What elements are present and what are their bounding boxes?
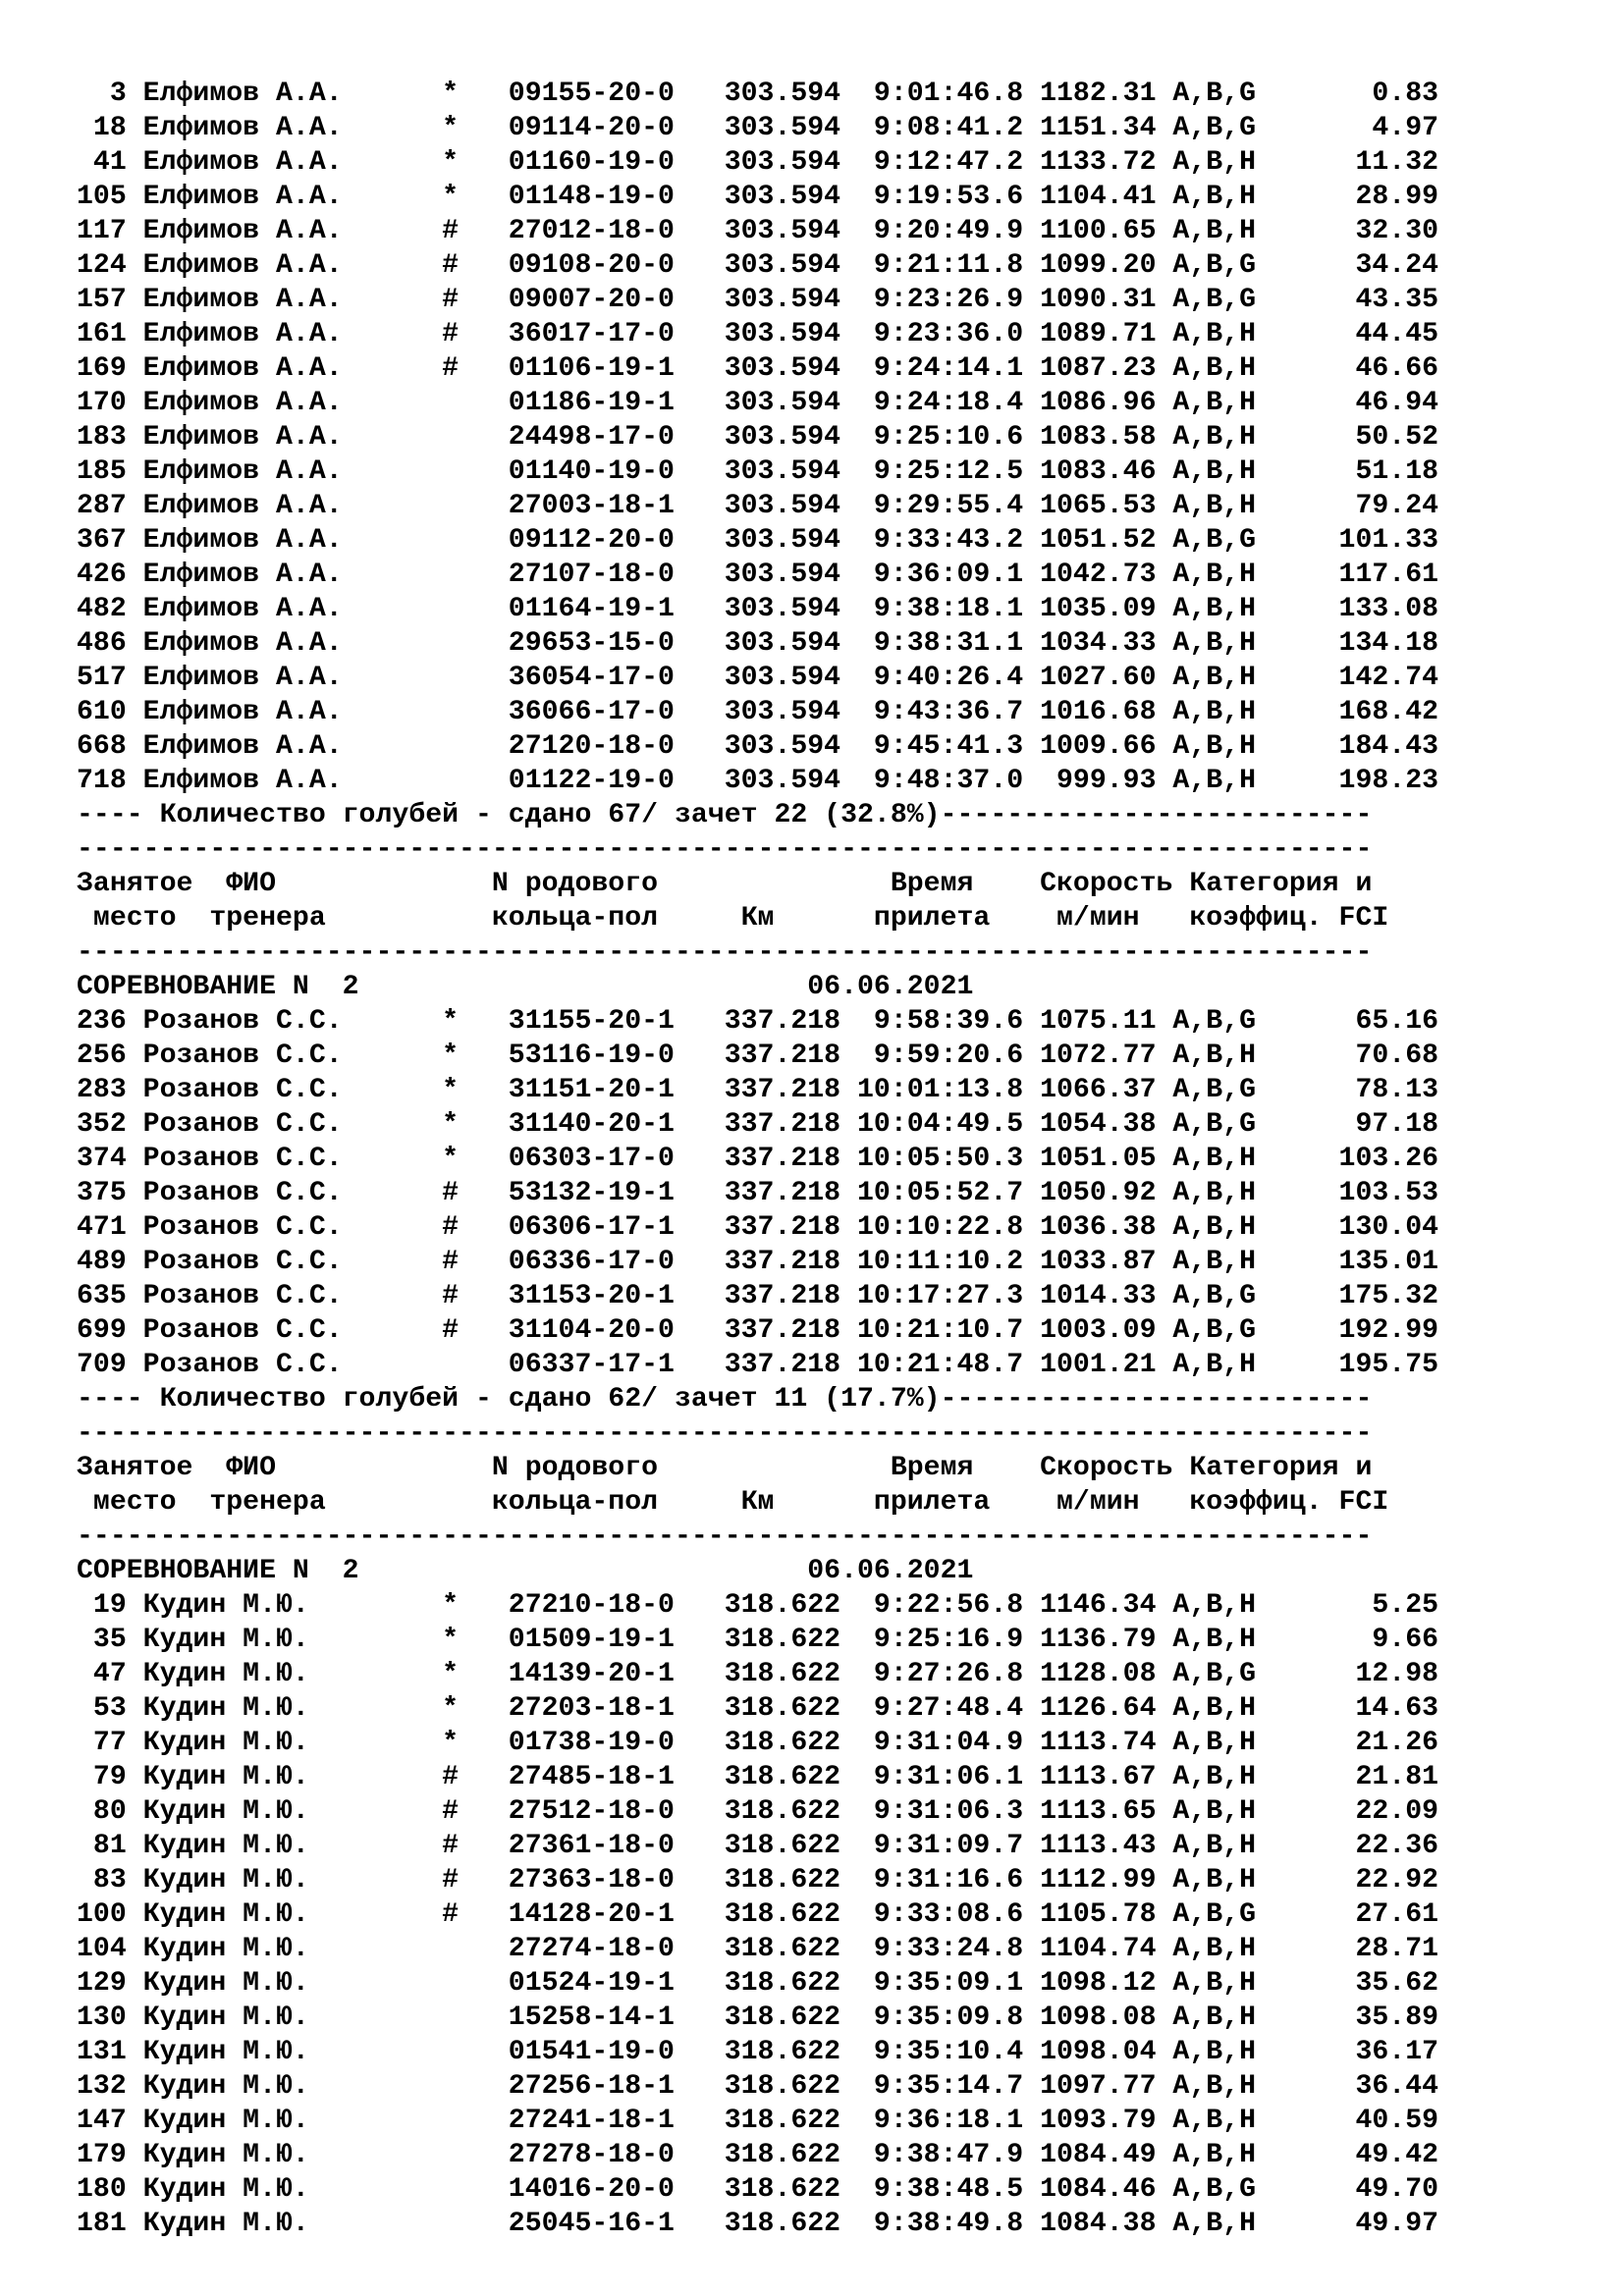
result-row: 105 Елфимов А.А. * 01148-19-0 303.594 9:19:53.6 1104.41 A,B,H 28.99 [77, 182, 1439, 212]
result-row: 47 Кудин М.Ю. * 14139-20-1 318.622 9:27:26.8 1128.08 A,B,G 12.98 [77, 1659, 1439, 1689]
result-row: 181 Кудин М.Ю. 25045-16-1 318.622 9:38:49.8 1084.38 A,B,H 49.97 [77, 2209, 1439, 2239]
result-row: 635 Розанов С.С. # 31153-20-1 337.218 10:17:27.3 1014.33 A,B,G 175.32 [77, 1281, 1439, 1311]
competition-header-line: СОРЕВНОВАНИЕ N 2 06.06.2021 [77, 972, 974, 1002]
result-row: 709 Розанов С.С. 06337-17-1 337.218 10:21:48.7 1001.21 A,B,H 195.75 [77, 1350, 1439, 1380]
result-row: 130 Кудин М.Ю. 15258-14-1 318.622 9:35:09.8 1098.08 A,B,H 35.89 [77, 2002, 1439, 2033]
result-row: 426 Елфимов А.А. 27107-18-0 303.594 9:36:09.1 1042.73 A,B,H 117.61 [77, 560, 1439, 590]
result-row: 147 Кудин М.Ю. 27241-18-1 318.622 9:36:18.1 1093.79 A,B,H 40.59 [77, 2106, 1439, 2136]
separator-line: ------------------------------------------------------------------------------ [77, 1418, 1373, 1449]
result-row: 124 Елфимов А.А. # 09108-20-0 303.594 9:21:11.8 1099.20 A,B,G 34.24 [77, 250, 1439, 281]
result-row: 256 Розанов С.С. * 53116-19-0 337.218 9:59:20.6 1072.77 A,B,H 70.68 [77, 1041, 1439, 1071]
result-row: 367 Елфимов А.А. 09112-20-0 303.594 9:33:43.2 1051.52 A,B,G 101.33 [77, 525, 1439, 556]
result-row: 3 Елфимов А.А. * 09155-20-0 303.594 9:01:46.8 1182.31 A,B,G 0.83 [77, 79, 1439, 109]
result-row: 179 Кудин М.Ю. 27278-18-0 318.622 9:38:47.9 1084.49 A,B,H 49.42 [77, 2140, 1439, 2170]
result-row: 170 Елфимов А.А. 01186-19-1 303.594 9:24:18.4 1086.96 A,B,H 46.94 [77, 388, 1439, 418]
result-row: 157 Елфимов А.А. # 09007-20-0 303.594 9:23:26.9 1090.31 A,B,G 43.35 [77, 285, 1439, 315]
competition-header-line: СОРЕВНОВАНИЕ N 2 06.06.2021 [77, 1556, 974, 1586]
result-row: 610 Елфимов А.А. 36066-17-0 303.594 9:43:36.7 1016.68 A,B,H 168.42 [77, 697, 1439, 727]
result-row: 180 Кудин М.Ю. 14016-20-0 318.622 9:38:48.5 1084.46 A,B,G 49.70 [77, 2174, 1439, 2205]
results-document [77, 77, 1549, 2241]
result-row: 132 Кудин М.Ю. 27256-18-1 318.622 9:35:14.7 1097.77 A,B,H 36.44 [77, 2071, 1439, 2102]
result-row: 489 Розанов С.С. # 06336-17-0 337.218 10:11:10.2 1033.87 A,B,H 135.01 [77, 1247, 1439, 1277]
result-row: 236 Розанов С.С. * 31155-20-1 337.218 9:58:39.6 1075.11 A,B,G 65.16 [77, 1006, 1439, 1037]
result-row: 517 Елфимов А.А. 36054-17-0 303.594 9:40:26.4 1027.60 A,B,H 142.74 [77, 663, 1439, 693]
result-row: 53 Кудин М.Ю. * 27203-18-1 318.622 9:27:48.4 1126.64 A,B,H 14.63 [77, 1693, 1439, 1724]
table-header-line: Занятое ФИО N родового Время Скорость Категория и [77, 1453, 1373, 1483]
result-row: 183 Елфимов А.А. 24498-17-0 303.594 9:25:10.6 1083.58 A,B,H 50.52 [77, 422, 1439, 453]
result-row: 131 Кудин М.Ю. 01541-19-0 318.622 9:35:10.4 1098.04 A,B,H 36.17 [77, 2037, 1439, 2067]
result-row: 41 Елфимов А.А. * 01160-19-0 303.594 9:12:47.2 1133.72 A,B,H 11.32 [77, 147, 1439, 178]
result-row: 482 Елфимов А.А. 01164-19-1 303.594 9:38:18.1 1035.09 A,B,H 133.08 [77, 594, 1439, 624]
result-row: 104 Кудин М.Ю. 27274-18-0 318.622 9:33:24.8 1104.74 A,B,H 28.71 [77, 1934, 1439, 1964]
result-row: 129 Кудин М.Ю. 01524-19-1 318.622 9:35:09.1 1098.12 A,B,H 35.62 [77, 1968, 1439, 1999]
summary-line: ---- Количество голубей - сдано 67/ зачет 22 (32.8%)-------------------------- [77, 800, 1373, 830]
result-row: 117 Елфимов А.А. # 27012-18-0 303.594 9:20:49.9 1100.65 A,B,H 32.30 [77, 216, 1439, 246]
result-row: 668 Елфимов А.А. 27120-18-0 303.594 9:45:41.3 1009.66 A,B,H 184.43 [77, 731, 1439, 762]
result-row: 287 Елфимов А.А. 27003-18-1 303.594 9:29:55.4 1065.53 A,B,H 79.24 [77, 491, 1439, 521]
result-row: 185 Елфимов А.А. 01140-19-0 303.594 9:25:12.5 1083.46 A,B,H 51.18 [77, 456, 1439, 487]
result-row: 18 Елфимов А.А. * 09114-20-0 303.594 9:08:41.2 1151.34 A,B,G 4.97 [77, 113, 1439, 143]
separator-line: ------------------------------------------------------------------------------ [77, 834, 1373, 865]
result-row: 169 Елфимов А.А. # 01106-19-1 303.594 9:24:14.1 1087.23 A,B,H 46.66 [77, 353, 1439, 384]
result-row: 471 Розанов С.С. # 06306-17-1 337.218 10:10:22.8 1036.38 A,B,H 130.04 [77, 1212, 1439, 1243]
result-row: 77 Кудин М.Ю. * 01738-19-0 318.622 9:31:04.9 1113.74 A,B,H 21.26 [77, 1728, 1439, 1758]
separator-line: ------------------------------------------------------------------------------ [77, 1522, 1373, 1552]
result-row: 161 Елфимов А.А. # 36017-17-0 303.594 9:23:36.0 1089.71 A,B,H 44.45 [77, 319, 1439, 349]
table-header-line: место тренера кольца-пол Км прилета м/мин коэффиц. FCI [77, 1487, 1389, 1518]
result-row: 83 Кудин М.Ю. # 27363-18-0 318.622 9:31:16.6 1112.99 A,B,H 22.92 [77, 1865, 1439, 1896]
result-row: 699 Розанов С.С. # 31104-20-0 337.218 10:21:10.7 1003.09 A,B,G 192.99 [77, 1315, 1439, 1346]
result-row: 19 Кудин М.Ю. * 27210-18-0 318.622 9:22:56.8 1146.34 A,B,H 5.25 [77, 1590, 1439, 1621]
result-row: 35 Кудин М.Ю. * 01509-19-1 318.622 9:25:16.9 1136.79 A,B,H 9.66 [77, 1625, 1439, 1655]
table-header-line: место тренера кольца-пол Км прилета м/мин коэффиц. FCI [77, 903, 1389, 934]
result-row: 100 Кудин М.Ю. # 14128-20-1 318.622 9:33:08.6 1105.78 A,B,G 27.61 [77, 1899, 1439, 1930]
separator-line: ------------------------------------------------------------------------------ [77, 937, 1373, 968]
result-row: 81 Кудин М.Ю. # 27361-18-0 318.622 9:31:09.7 1113.43 A,B,H 22.36 [77, 1831, 1439, 1861]
result-row: 79 Кудин М.Ю. # 27485-18-1 318.622 9:31:06.1 1113.67 A,B,H 21.81 [77, 1762, 1439, 1792]
result-row: 352 Розанов С.С. * 31140-20-1 337.218 10:04:49.5 1054.38 A,B,G 97.18 [77, 1109, 1439, 1140]
result-row: 80 Кудин М.Ю. # 27512-18-0 318.622 9:31:06.3 1113.65 A,B,H 22.09 [77, 1796, 1439, 1827]
result-row: 486 Елфимов А.А. 29653-15-0 303.594 9:38:31.1 1034.33 A,B,H 134.18 [77, 628, 1439, 659]
result-row: 283 Розанов С.С. * 31151-20-1 337.218 10:01:13.8 1066.37 A,B,G 78.13 [77, 1075, 1439, 1105]
result-row: 375 Розанов С.С. # 53132-19-1 337.218 10:05:52.7 1050.92 A,B,H 103.53 [77, 1178, 1439, 1208]
table-header-line: Занятое ФИО N родового Время Скорость Категория и [77, 869, 1373, 899]
summary-line: ---- Количество голубей - сдано 62/ зачет 11 (17.7%)-------------------------- [77, 1384, 1373, 1415]
result-row: 374 Розанов С.С. * 06303-17-0 337.218 10:05:50.3 1051.05 A,B,H 103.26 [77, 1144, 1439, 1174]
result-row: 718 Елфимов А.А. 01122-19-0 303.594 9:48:37.0 999.93 A,B,H 198.23 [77, 766, 1439, 796]
